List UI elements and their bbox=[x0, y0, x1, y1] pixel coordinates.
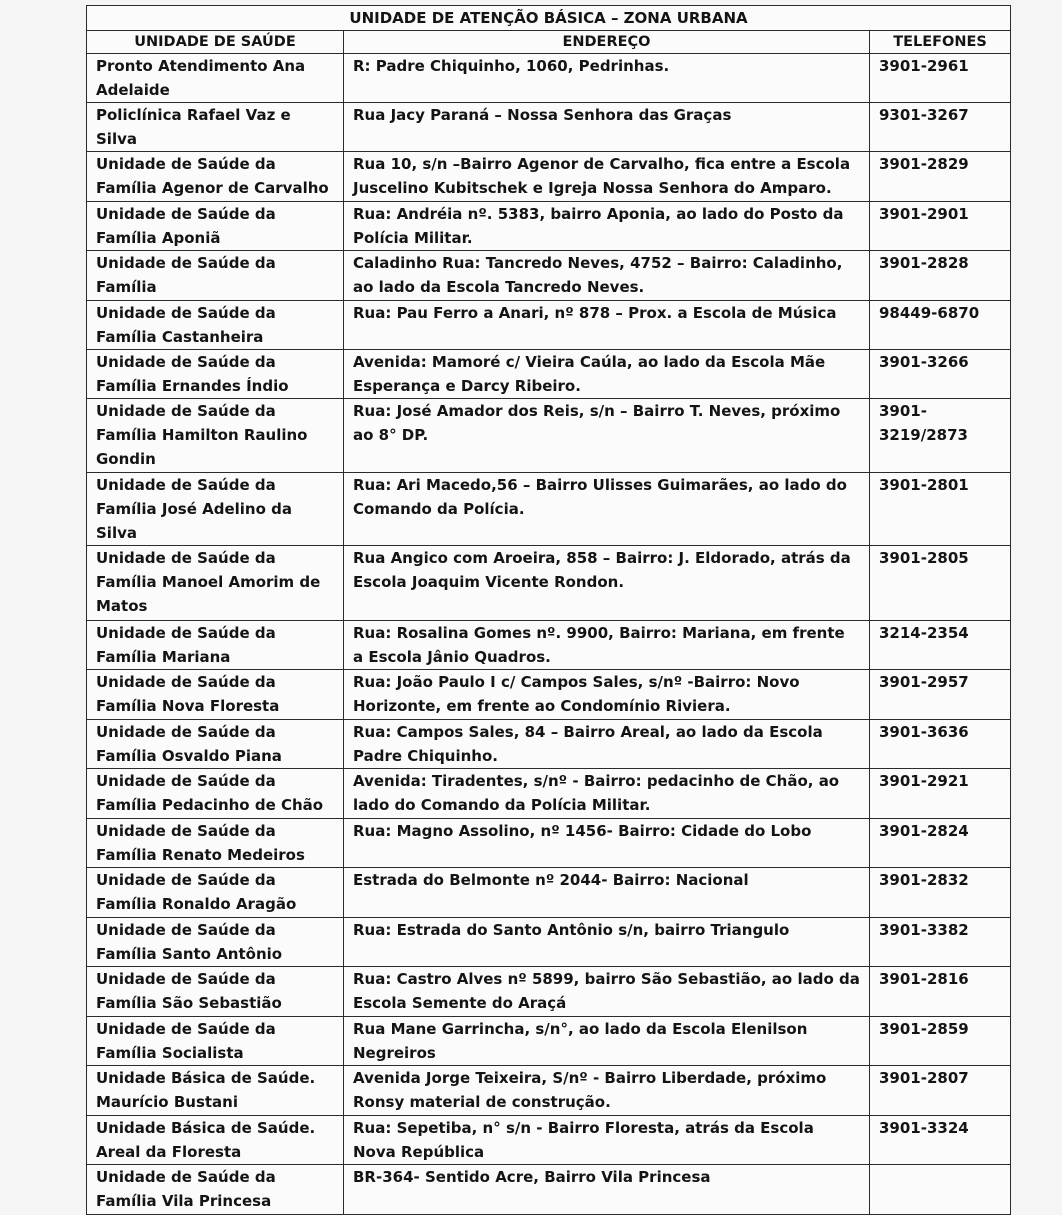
table-row bbox=[87, 546, 1011, 621]
cell-telefone: 3901-3382 bbox=[870, 918, 1011, 967]
table-header-row bbox=[87, 31, 1011, 54]
cell-endereco: Rua: Sepetiba, n° s/n - Bairro Floresta, atrás da Escola Nova República bbox=[344, 1116, 870, 1165]
table-row bbox=[87, 350, 1011, 399]
cell-unidade: Unidade de Saúde da Família Pedacinho de Chão bbox=[87, 769, 344, 819]
table-row bbox=[87, 152, 1011, 202]
cell-endereco: Estrada do Belmonte nº 2044- Bairro: Nacional bbox=[344, 868, 870, 918]
cell-telefone: 3901-2859 bbox=[870, 1017, 1011, 1066]
table-row bbox=[87, 1116, 1011, 1165]
table-row bbox=[87, 1066, 1011, 1116]
table-row bbox=[87, 670, 1011, 720]
table-row bbox=[87, 103, 1011, 152]
cell-unidade: Unidade de Saúde da Família Castanheira bbox=[87, 301, 344, 350]
cell-telefone: 3901-2832 bbox=[870, 868, 1011, 918]
cell-unidade: Unidade de Saúde da Família Manoel Amorim de Matos bbox=[87, 546, 344, 621]
cell-endereco: Rua: José Amador dos Reis, s/n – Bairro T. Neves, próximo ao 8° DP. bbox=[344, 399, 870, 473]
table-title-row bbox=[87, 6, 1011, 31]
cell-unidade: Unidade de Saúde da Família José Adelino da Silva bbox=[87, 473, 344, 546]
cell-endereco: R: Padre Chiquinho, 1060, Pedrinhas. bbox=[344, 54, 870, 103]
table-row bbox=[87, 399, 1011, 473]
cell-telefone: 3901-3324 bbox=[870, 1116, 1011, 1165]
column-header-endereco: ENDEREÇO bbox=[344, 31, 870, 54]
cell-unidade: Unidade de Saúde da Família Ernandes Índio bbox=[87, 350, 344, 399]
cell-unidade: Unidade de Saúde da Família Vila Princesa bbox=[87, 1165, 344, 1215]
cell-telefone: 9301-3267 bbox=[870, 103, 1011, 152]
cell-endereco: Rua: Castro Alves nº 5899, bairro São Sebastião, ao lado da Escola Semente do Araçá bbox=[344, 967, 870, 1017]
cell-telefone: 3214-2354 bbox=[870, 621, 1011, 670]
cell-telefone: 3901-2901 bbox=[870, 202, 1011, 251]
cell-endereco: Rua Mane Garrincha, s/n°, ao lado da Escola Elenilson Negreiros bbox=[344, 1017, 870, 1066]
table-row bbox=[87, 621, 1011, 670]
cell-unidade: Unidade Básica de Saúde. Maurício Bustani bbox=[87, 1066, 344, 1116]
table-title: UNIDADE DE ATENÇÃO BÁSICA – ZONA URBANA bbox=[87, 6, 1011, 31]
cell-telefone bbox=[870, 1165, 1011, 1215]
cell-telefone: 3901-3636 bbox=[870, 720, 1011, 769]
cell-unidade: Unidade de Saúde da Família Ronaldo Aragão bbox=[87, 868, 344, 918]
table-row bbox=[87, 202, 1011, 251]
cell-endereco: Rua: João Paulo I c/ Campos Sales, s/nº -Bairro: Novo Horizonte, em frente ao Condomínio Riviera. bbox=[344, 670, 870, 720]
cell-endereco: Avenida Jorge Teixeira, S/nº - Bairro Liberdade, próximo Ronsy material de construção. bbox=[344, 1066, 870, 1116]
table-row bbox=[87, 819, 1011, 868]
cell-endereco: BR-364- Sentido Acre, Bairro Vila Princesa bbox=[344, 1165, 870, 1215]
table-row bbox=[87, 301, 1011, 350]
table-row bbox=[87, 54, 1011, 103]
table-row bbox=[87, 967, 1011, 1017]
cell-endereco: Rua: Estrada do Santo Antônio s/n, bairro Triangulo bbox=[344, 918, 870, 967]
cell-endereco: Rua: Ari Macedo,56 – Bairro Ulisses Guimarães, ao lado do Comando da Polícia. bbox=[344, 473, 870, 546]
cell-unidade: Unidade de Saúde da Família São Sebastião bbox=[87, 967, 344, 1017]
table-row bbox=[87, 1017, 1011, 1066]
table-row bbox=[87, 868, 1011, 918]
cell-telefone: 98449-6870 bbox=[870, 301, 1011, 350]
cell-telefone: 3901-2957 bbox=[870, 670, 1011, 720]
cell-endereco: Rua Jacy Paraná – Nossa Senhora das Graças bbox=[344, 103, 870, 152]
cell-unidade: Unidade de Saúde da Família bbox=[87, 251, 344, 301]
health-units-table bbox=[86, 5, 1011, 1215]
cell-endereco: Caladinho Rua: Tancredo Neves, 4752 – Bairro: Caladinho, ao lado da Escola Tancredo Neves. bbox=[344, 251, 870, 301]
cell-telefone: 3901-2807 bbox=[870, 1066, 1011, 1116]
table-row bbox=[87, 1165, 1011, 1215]
table-row bbox=[87, 769, 1011, 819]
table-row bbox=[87, 251, 1011, 301]
cell-endereco: Rua 10, s/n –Bairro Agenor de Carvalho, fica entre a Escola Juscelino Kubitschek e Igreja Nossa Senhora do Amparo. bbox=[344, 152, 870, 202]
cell-unidade: Unidade de Saúde da Família Renato Medeiros bbox=[87, 819, 344, 868]
cell-unidade: Unidade Básica de Saúde. Areal da Floresta bbox=[87, 1116, 344, 1165]
cell-endereco: Rua: Rosalina Gomes nº. 9900, Bairro: Mariana, em frente a Escola Jânio Quadros. bbox=[344, 621, 870, 670]
cell-endereco: Rua: Magno Assolino, nº 1456- Bairro: Cidade do Lobo bbox=[344, 819, 870, 868]
cell-telefone: 3901-3266 bbox=[870, 350, 1011, 399]
cell-telefone: 3901-2828 bbox=[870, 251, 1011, 301]
cell-endereco: Rua: Pau Ferro a Anari, nº 878 – Prox. a Escola de Música bbox=[344, 301, 870, 350]
cell-telefone: 3901-3219/2873 bbox=[870, 399, 1011, 473]
table-row bbox=[87, 720, 1011, 769]
column-header-telefones: TELEFONES bbox=[870, 31, 1011, 54]
cell-telefone: 3901-2961 bbox=[870, 54, 1011, 103]
table-row bbox=[87, 918, 1011, 967]
cell-endereco: Avenida: Mamoré c/ Vieira Caúla, ao lado da Escola Mãe Esperança e Darcy Ribeiro. bbox=[344, 350, 870, 399]
cell-endereco: Rua Angico com Aroeira, 858 – Bairro: J. Eldorado, atrás da Escola Joaquim Vicente Rondon. bbox=[344, 546, 870, 621]
cell-telefone: 3901-2921 bbox=[870, 769, 1011, 819]
cell-unidade: Unidade de Saúde da Família Socialista bbox=[87, 1017, 344, 1066]
table-body bbox=[87, 54, 1011, 1215]
cell-unidade: Unidade de Saúde da Família Aponiã bbox=[87, 202, 344, 251]
cell-unidade: Unidade de Saúde da Família Agenor de Carvalho bbox=[87, 152, 344, 202]
cell-telefone: 3901-2801 bbox=[870, 473, 1011, 546]
cell-telefone: 3901-2805 bbox=[870, 546, 1011, 621]
cell-unidade: Unidade de Saúde da Família Santo Antônio bbox=[87, 918, 344, 967]
cell-telefone: 3901-2829 bbox=[870, 152, 1011, 202]
cell-unidade: Pronto Atendimento Ana Adelaide bbox=[87, 54, 344, 103]
cell-telefone: 3901-2824 bbox=[870, 819, 1011, 868]
column-header-unidade: UNIDADE DE SAÚDE bbox=[87, 31, 344, 54]
cell-unidade: Unidade de Saúde da Família Mariana bbox=[87, 621, 344, 670]
cell-unidade: Policlínica Rafael Vaz e Silva bbox=[87, 103, 344, 152]
cell-unidade: Unidade de Saúde da Família Hamilton Raulino Gondin bbox=[87, 399, 344, 473]
cell-endereco: Rua: Campos Sales, 84 – Bairro Areal, ao lado da Escola Padre Chiquinho. bbox=[344, 720, 870, 769]
cell-endereco: Rua: Andréia nº. 5383, bairro Aponia, ao lado do Posto da Polícia Militar. bbox=[344, 202, 870, 251]
cell-telefone: 3901-2816 bbox=[870, 967, 1011, 1017]
cell-unidade: Unidade de Saúde da Família Nova Floresta bbox=[87, 670, 344, 720]
document-page bbox=[86, 5, 1010, 1215]
table-row bbox=[87, 473, 1011, 546]
cell-unidade: Unidade de Saúde da Família Osvaldo Piana bbox=[87, 720, 344, 769]
cell-endereco: Avenida: Tiradentes, s/nº - Bairro: pedacinho de Chão, ao lado do Comando da Polícia Militar. bbox=[344, 769, 870, 819]
